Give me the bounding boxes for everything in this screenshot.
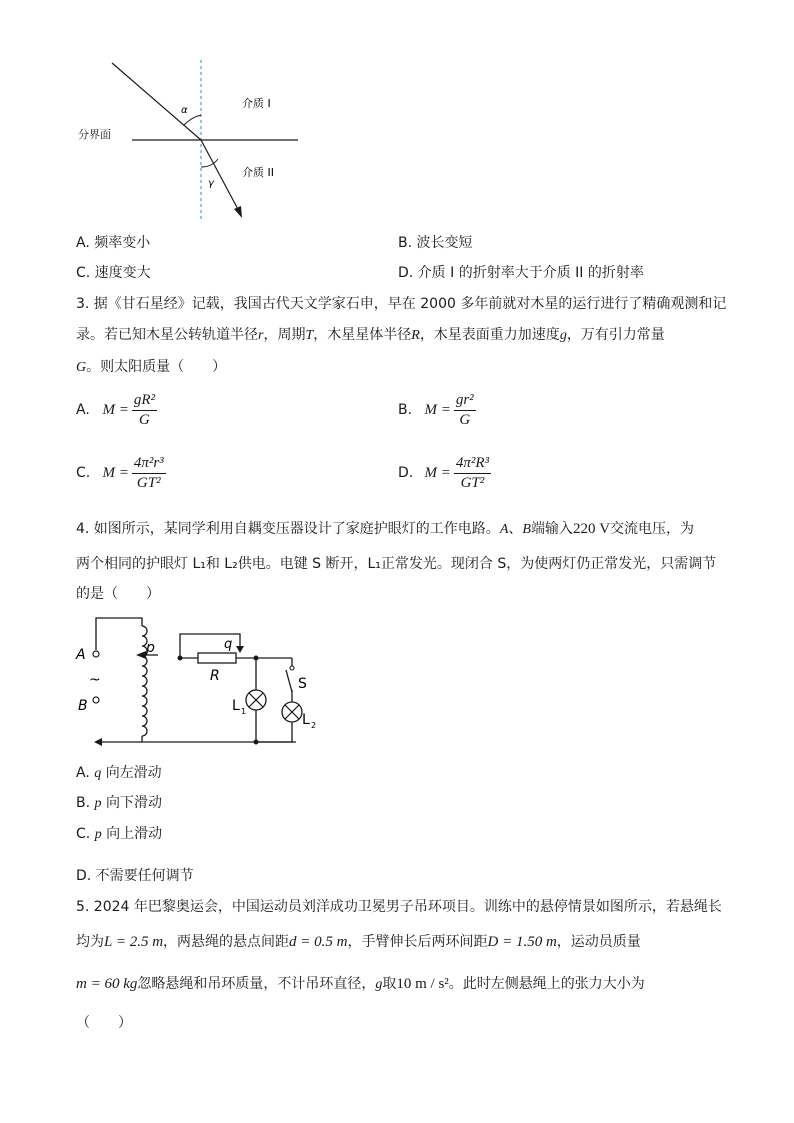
refracted-ray-arrowhead	[234, 206, 242, 218]
alpha-label: α	[181, 105, 188, 116]
q3-option-d: D. M = $\frac{\text{4π²R³}}{\text{GT²}}$	[398, 455, 489, 491]
q4-line-1: 4. 如图所示，某同学利用自耦变压器设计了家庭护眼灯的工作电路。A、B端输入220 V交流电压，为	[76, 521, 695, 537]
q3-line-3: G。则太阳质量（ ）	[76, 359, 227, 375]
q2-option-c: C. 速度变大	[76, 265, 151, 281]
alpha-arc	[184, 115, 201, 125]
q2-option-a: A. 频率变小	[76, 235, 151, 251]
label-q: q	[224, 637, 233, 652]
q2-option-d: D. 介质 I 的折射率大于介质 II 的折射率	[398, 265, 644, 281]
label-l2-sub: 2	[311, 721, 317, 730]
circuit-diagram	[70, 612, 330, 752]
q5-line-4: （ ）	[76, 1015, 132, 1031]
rheostat-r	[198, 653, 236, 663]
q5-line-2: 均为L = 2.5 m，两悬绳的悬点间距d = 0.5 m，手臂伸长后两环间距D = 1.50 m，运动员质量	[76, 934, 641, 950]
interface-label: 分界面	[78, 128, 111, 141]
slider-q	[236, 646, 244, 653]
terminal-a	[93, 651, 99, 657]
label-r: R	[210, 668, 220, 684]
label-ac: ~	[89, 672, 101, 688]
q4-line-2: 两个相同的护眼灯 L₁和 L₂供电。电键 S 断开，L₁正常发光。现闭合 S，为使两灯仍正常发光，只需调节	[76, 556, 717, 572]
medium-2-label: 介质 II	[242, 166, 274, 179]
terminal-b	[93, 697, 99, 703]
q3-option-b: B. M = $\frac{\text{gr²}}{G}$	[398, 392, 474, 428]
label-l1: L	[232, 698, 240, 714]
q3-line-1: 3. 据《甘石星经》记载，我国古代天文学家石申，早在 2000 多年前就对木星的运行进行了精确观测和记	[76, 296, 727, 312]
q4-option-d: D. 不需要任何调节	[76, 868, 194, 884]
q3-line-2: 录。若已知木星公转轨道半径r，周期T，木星星体半径R，木星表面重力加速度g，万有引力常量	[76, 327, 665, 343]
refracted-ray	[201, 140, 240, 213]
label-p: p	[146, 640, 155, 656]
q5-line-1: 5. 2024 年巴黎奥运会，中国运动员刘洋成功卫冕男子吊环项目。训练中的悬停情景如图所示，若悬绳长	[76, 899, 722, 915]
q4-line-3: 的是（ ）	[76, 586, 160, 602]
q4-option-b: B. p 向下滑动	[76, 795, 162, 811]
switch-s	[286, 670, 292, 692]
medium-1-label: 介质 I	[242, 97, 271, 110]
q2-option-b: B. 波长变短	[398, 235, 473, 251]
gamma-label: γ	[208, 178, 214, 189]
label-l2: L	[302, 712, 310, 728]
incident-ray	[112, 63, 201, 140]
q3-option-a: A. M = $\frac{\text{gR²}}{G}$	[76, 392, 155, 428]
return-arrow	[94, 738, 102, 746]
slider-p	[136, 651, 146, 659]
label-b: B	[78, 698, 88, 714]
label-s: S	[298, 676, 307, 692]
label-l1-sub: 1	[241, 707, 247, 716]
q3-option-c: C. M = $\frac{\text{4π²r³}}{\text{GT²}}$	[76, 455, 164, 491]
q5-line-3: m = 60 kg忽略悬绳和吊环质量，不计吊环直径，g取10 m / s²。此时左侧悬绳上的张力大小为	[76, 976, 645, 992]
q4-option-c: C. p 向上滑动	[76, 826, 163, 842]
q4-option-a: A. q 向左滑动	[76, 765, 162, 781]
label-a: A	[76, 647, 86, 663]
